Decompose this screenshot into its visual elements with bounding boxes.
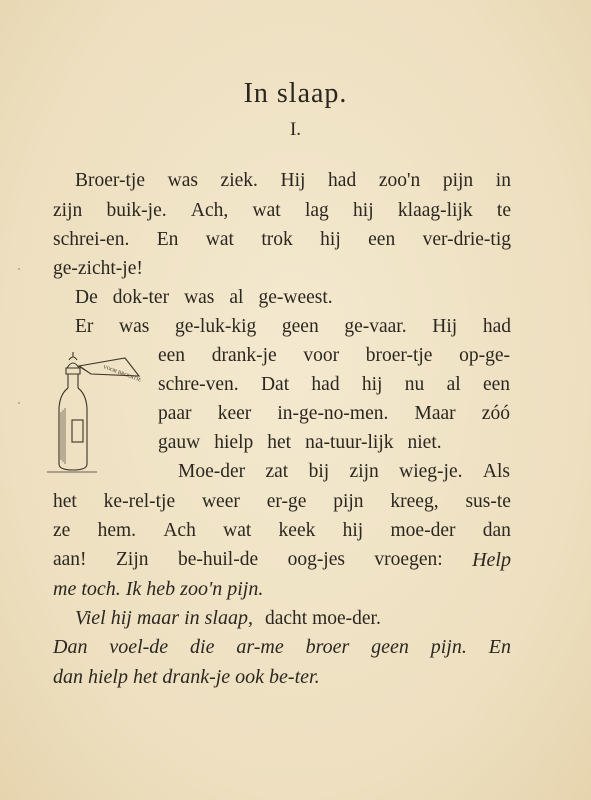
word: hij bbox=[353, 200, 374, 221]
word: pijn bbox=[442, 170, 474, 191]
section-number: I. bbox=[289, 119, 302, 140]
text-line bbox=[158, 430, 456, 456]
word: dan hielp het drank-je ook be-ter. bbox=[53, 666, 320, 688]
word: Dat bbox=[260, 374, 290, 395]
word: nu bbox=[404, 374, 425, 395]
word: Als bbox=[482, 461, 510, 482]
text-line bbox=[53, 634, 511, 660]
word: pijn bbox=[333, 491, 364, 512]
text-line bbox=[75, 314, 511, 340]
word: Moe-der bbox=[178, 461, 246, 482]
word: Dan bbox=[53, 636, 88, 658]
word: Zijn bbox=[116, 549, 149, 570]
word: had bbox=[482, 316, 511, 337]
word: wat bbox=[205, 229, 234, 250]
word: gauw bbox=[158, 432, 201, 453]
word: het bbox=[267, 432, 292, 453]
word: wat bbox=[252, 200, 281, 221]
word: wat bbox=[223, 520, 252, 541]
word: Ach, bbox=[190, 200, 229, 221]
word: voor bbox=[303, 345, 340, 366]
paper-speck bbox=[18, 402, 20, 404]
word: kreeg, bbox=[390, 491, 439, 512]
word: dan bbox=[482, 520, 511, 541]
word: Hij bbox=[280, 170, 306, 191]
word: oog-jes bbox=[287, 549, 345, 570]
word: De bbox=[75, 287, 98, 308]
word: had bbox=[328, 170, 357, 191]
text-line bbox=[53, 664, 328, 690]
word: klaag-lijk bbox=[397, 200, 473, 221]
text-line bbox=[53, 489, 511, 515]
word: zijn bbox=[53, 200, 83, 221]
word: hij bbox=[361, 374, 383, 395]
word: paar bbox=[158, 403, 192, 424]
word: aan! bbox=[53, 549, 87, 570]
word: drank-je bbox=[211, 345, 277, 366]
word: het bbox=[53, 491, 77, 512]
word: ver-drie-tig bbox=[422, 229, 511, 250]
word: was bbox=[119, 316, 150, 337]
word: lag bbox=[304, 200, 329, 221]
word: na-tuur-lijk bbox=[305, 432, 394, 453]
word: was bbox=[167, 170, 198, 191]
word: En bbox=[488, 636, 511, 658]
word: moe-der bbox=[390, 520, 456, 541]
medicine-bottle-illustration bbox=[47, 348, 142, 476]
word: geen bbox=[281, 316, 319, 337]
text-line bbox=[75, 168, 511, 194]
word: in bbox=[495, 170, 511, 191]
word: keer bbox=[217, 403, 252, 424]
text-line bbox=[53, 198, 511, 224]
word: ge-vaar. bbox=[344, 316, 407, 337]
word: hij bbox=[342, 520, 364, 541]
word: een bbox=[368, 229, 396, 250]
word: hem. bbox=[97, 520, 137, 541]
text-line bbox=[53, 518, 511, 544]
word: wieg-je. bbox=[399, 461, 463, 482]
word: al bbox=[229, 287, 244, 308]
word: in-ge-no-men. bbox=[277, 403, 389, 424]
word: was bbox=[184, 287, 215, 308]
word: trok bbox=[261, 229, 293, 250]
word: zat bbox=[265, 461, 289, 482]
text-line bbox=[53, 576, 275, 602]
word: ge-zicht-je! bbox=[53, 258, 143, 279]
word: ze bbox=[53, 520, 71, 541]
word: zóó bbox=[481, 403, 510, 424]
word: niet. bbox=[407, 432, 442, 453]
word: dacht moe-der. bbox=[264, 608, 381, 629]
text-line bbox=[158, 372, 510, 398]
word: be-huil-de bbox=[177, 549, 259, 570]
word: Hij bbox=[432, 316, 458, 337]
word: een bbox=[482, 374, 510, 395]
word: voel-de bbox=[109, 636, 169, 658]
word: En bbox=[156, 229, 179, 250]
word: hij bbox=[320, 229, 341, 250]
word: broer bbox=[305, 636, 350, 658]
word: ge-weest. bbox=[258, 287, 333, 308]
word: Broer-tje bbox=[75, 170, 145, 191]
paper-speck bbox=[18, 268, 20, 270]
word: er-ge bbox=[266, 491, 307, 512]
word: Er bbox=[75, 316, 94, 337]
text-line bbox=[158, 343, 510, 369]
word: Viel hij maar in slaap, bbox=[75, 607, 253, 629]
word: zijn bbox=[349, 461, 379, 482]
word: die bbox=[190, 636, 215, 658]
word: had bbox=[311, 374, 340, 395]
word: pijn. bbox=[430, 636, 467, 658]
word: ziek. bbox=[220, 170, 258, 191]
word: ar-me bbox=[236, 636, 284, 658]
word: broer-tje bbox=[365, 345, 433, 366]
text-line bbox=[178, 459, 510, 485]
word: al bbox=[446, 374, 461, 395]
chapter-title: In slaap. bbox=[243, 78, 348, 109]
text-line bbox=[158, 401, 510, 427]
bottle-label-text: VOOR BROERTJE bbox=[102, 365, 142, 384]
word: vroegen: bbox=[374, 549, 443, 570]
word: zoo'n bbox=[378, 170, 421, 191]
text-line bbox=[75, 285, 348, 311]
word: bij bbox=[308, 461, 330, 482]
word: me toch. Ik heb zoo'n pijn. bbox=[53, 578, 264, 600]
word: een bbox=[158, 345, 186, 366]
word: te bbox=[496, 200, 511, 221]
word: schre-ven. bbox=[158, 374, 239, 395]
word: hielp bbox=[214, 432, 254, 453]
word: Help bbox=[472, 549, 511, 571]
word: dok-ter bbox=[112, 287, 170, 308]
word: sus-te bbox=[465, 491, 511, 512]
word: op-ge- bbox=[459, 345, 510, 366]
word: buik-je. bbox=[106, 200, 167, 221]
word: keek bbox=[278, 520, 316, 541]
word: geen bbox=[371, 636, 409, 658]
text-line bbox=[53, 547, 511, 573]
word: ge-luk-kig bbox=[175, 316, 257, 337]
text-line bbox=[53, 227, 511, 253]
word: ke-rel-tje bbox=[103, 491, 176, 512]
word: Ach bbox=[163, 520, 196, 541]
word: weer bbox=[201, 491, 240, 512]
text-line bbox=[53, 256, 155, 282]
word: Maar bbox=[414, 403, 456, 424]
word: schrei-en. bbox=[53, 229, 130, 250]
text-line bbox=[75, 605, 393, 632]
